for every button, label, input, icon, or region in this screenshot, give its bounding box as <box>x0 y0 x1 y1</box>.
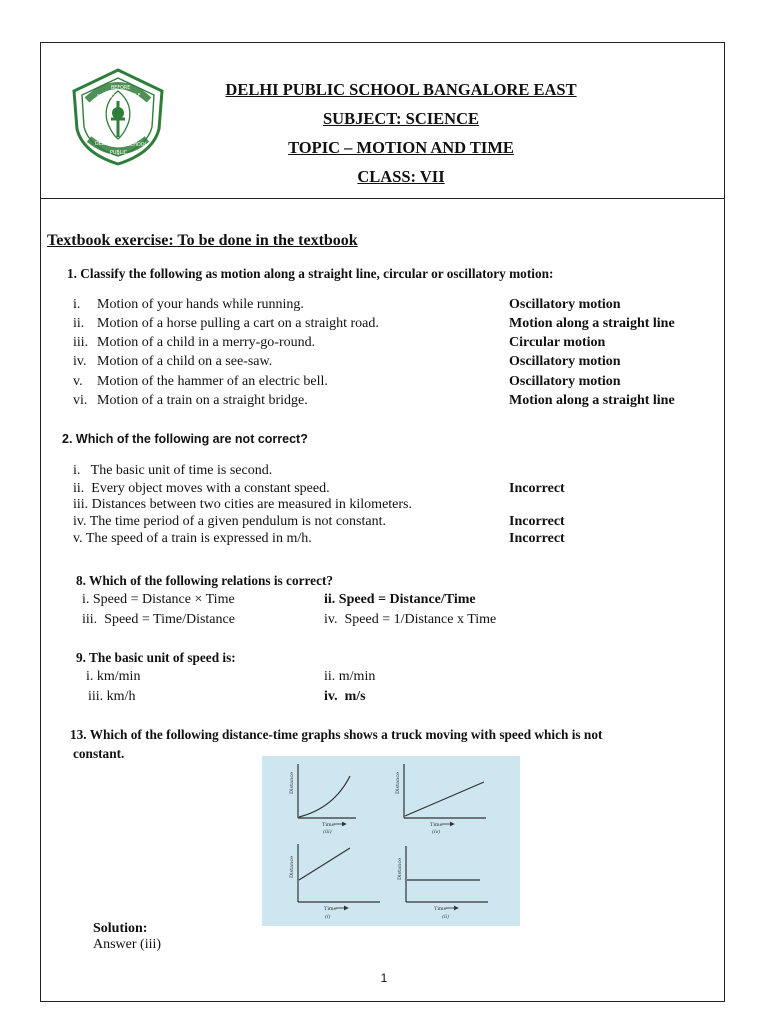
item-number: v. <box>73 374 83 389</box>
graph-label: (iii) <box>323 829 332 835</box>
item-answer: Oscillatory motion <box>509 374 621 389</box>
worksheet-header <box>41 43 724 199</box>
item-answer: Incorrect <box>509 531 565 546</box>
q9-option-2: ii. m/min <box>324 669 376 684</box>
q1-question: 1. Classify the following as motion along a straight line, circular or oscillatory motion: <box>67 266 554 281</box>
item-answer: Incorrect <box>509 514 565 529</box>
item-number: vi. <box>73 393 88 408</box>
subject-title: SUBJECT: SCIENCE <box>322 109 480 128</box>
item-answer: Motion along a straight line <box>509 316 675 331</box>
item-text: iii. Distances between two cities are measured in kilometers. <box>73 497 413 512</box>
q8-question: 8. Which of the following relations is correct? <box>76 573 334 588</box>
logo-text-self: SELF <box>129 94 141 99</box>
axis-x-label: Time <box>322 822 335 828</box>
section-title: Textbook exercise: To be done in the textbook <box>47 232 358 249</box>
curve-line <box>299 776 350 817</box>
logo-text-school: SCHOOL <box>127 143 148 148</box>
class-title: CLASS: VII <box>357 167 445 186</box>
item-text: Motion of a horse pulling a cart on a straight road. <box>97 316 379 331</box>
q9-option-3: iii. km/h <box>88 689 136 704</box>
q8-option-1: i. Speed = Distance × Time <box>82 592 235 607</box>
graph-iii <box>289 764 356 835</box>
q8-option-3: iii. Speed = Time/Distance <box>82 612 235 627</box>
topic-title: TOPIC – MOTION AND TIME <box>288 138 514 157</box>
graph-ii <box>397 846 488 920</box>
logo-text-service: SERVICE <box>97 95 118 100</box>
q9-question: 9. The basic unit of speed is: <box>76 650 236 665</box>
q13-question: 13. Which of the following distance-time graphs shows a truck moving with speed which is not <box>70 727 603 742</box>
q8-option-2: ii. Speed = Distance/Time <box>324 592 476 607</box>
solution-answer: Answer (iii) <box>93 937 162 952</box>
q8-option-4: iv. Speed = 1/Distance x Time <box>324 612 497 627</box>
axis-y-label: Distance <box>289 771 295 794</box>
item-text: Motion of your hands while running. <box>97 297 304 312</box>
school-name: DELHI PUBLIC SCHOOL BANGALORE EAST <box>225 80 577 99</box>
graph-i <box>289 844 380 920</box>
item-answer: Oscillatory motion <box>509 297 621 312</box>
item-number: i. <box>73 297 81 312</box>
solution-label: Solution: <box>93 921 148 936</box>
axis-x-label: Time <box>324 906 337 912</box>
logo-text-before: BEFORE <box>111 86 131 91</box>
item-number: ii. <box>73 316 85 331</box>
logo-text-public: PUBLIC <box>110 151 128 156</box>
graph-label: (i) <box>325 914 331 920</box>
graphs-figure <box>262 756 520 926</box>
item-number: iv. <box>73 354 87 369</box>
page-number: 1 <box>380 971 388 985</box>
q9-option-1: i. km/min <box>86 669 141 684</box>
item-text: i. The basic unit of time is second. <box>73 463 273 478</box>
item-text: Motion of the hammer of an electric bell. <box>97 374 328 389</box>
item-text: Motion of a child in a merry-go-round. <box>97 335 316 350</box>
distance-time-graphs <box>262 756 520 926</box>
item-number: iii. <box>73 335 89 350</box>
item-text: v. The speed of a train is expressed in m/h. <box>73 531 312 546</box>
axis-y-label: Distance <box>395 771 401 794</box>
item-answer: Oscillatory motion <box>509 354 621 369</box>
item-text: Motion of a train on a straight bridge. <box>97 393 308 408</box>
item-answer: Incorrect <box>509 481 565 496</box>
item-answer: Circular motion <box>509 335 606 350</box>
graph-label: (ii) <box>442 914 450 920</box>
q2-question: 2. Which of the following are not correct? <box>62 432 308 446</box>
item-text: iv. The time period of a given pendulum is not constant. <box>73 514 386 529</box>
straight-line <box>299 848 350 880</box>
straight-line <box>405 782 484 816</box>
logo-text-delhi: DELHI <box>95 142 110 147</box>
item-text: ii. Every object moves with a constant speed. <box>73 481 330 496</box>
item-text: Motion of a child on a see-saw. <box>97 354 273 369</box>
q13-question-cont: constant. <box>73 746 125 761</box>
axis-y-label: Distance <box>289 855 295 878</box>
axis-x-label: Time <box>430 822 443 828</box>
graph-iv <box>395 764 486 835</box>
axis-y-label: Distance <box>397 857 403 880</box>
item-answer: Motion along a straight line <box>509 393 675 408</box>
graph-label: (iv) <box>432 829 441 835</box>
axis-x-label: Time <box>434 906 447 912</box>
q9-option-4: iv. m/s <box>324 689 366 704</box>
